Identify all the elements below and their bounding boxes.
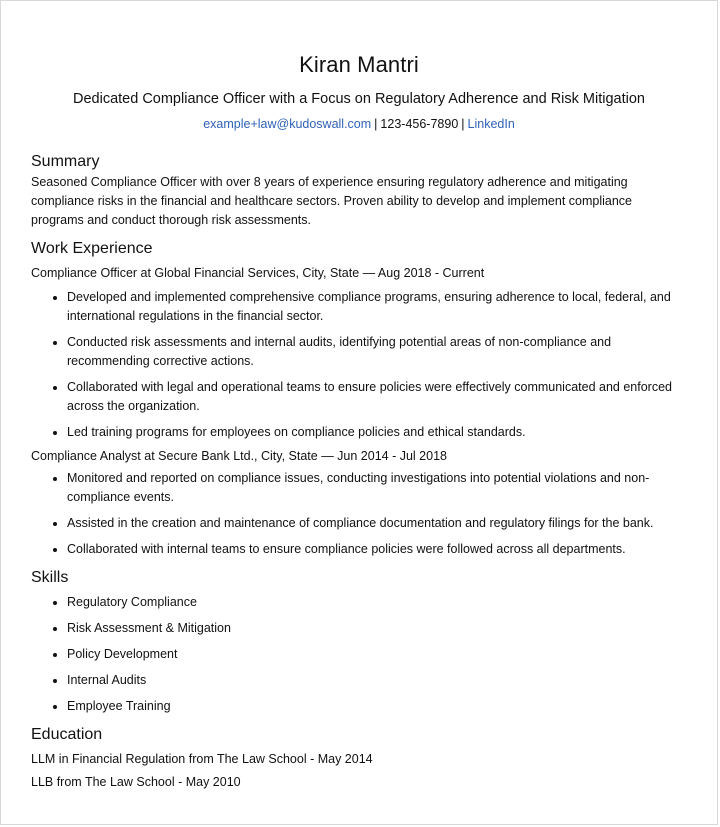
skill-item: • Risk Assessment & Mitigation xyxy=(67,619,687,638)
skill-item: • Employee Training xyxy=(67,697,687,716)
job-bullet-list xyxy=(31,288,687,442)
job-bullet-list xyxy=(31,469,687,559)
linkedin-link[interactable]: LinkedIn xyxy=(467,117,515,131)
skills-heading: Skills xyxy=(31,569,69,586)
work-experience-heading: Work Experience xyxy=(31,240,153,257)
candidate-tagline: Dedicated Compliance Officer with a Focus on Regulatory Adherence and Risk Mitigation xyxy=(73,91,645,107)
job-bullet: • Conducted risk assessments and internal audits, identifying potential areas of non-compliance and recommending corrective actions. xyxy=(67,333,687,371)
job-bullet: • Developed and implemented comprehensive compliance programs, ensuring adherence to local, federal, and international regulations in the financial sector. xyxy=(67,288,687,326)
education-section xyxy=(31,725,687,791)
skill-item: • Policy Development xyxy=(67,645,687,664)
summary-section xyxy=(31,152,687,230)
education-item: LLM in Financial Regulation from The Law School - May 2014 xyxy=(31,752,373,766)
contact-separator: | xyxy=(461,117,465,131)
skills-list xyxy=(31,593,687,716)
summary-heading: Summary xyxy=(31,153,100,170)
skills-section xyxy=(31,568,687,716)
work-experience-section xyxy=(31,239,687,559)
job-bullet: • Collaborated with internal teams to ensure compliance policies were followed across all departments. xyxy=(67,540,687,559)
education-item: LLB from The Law School - May 2010 xyxy=(31,775,241,789)
job-bullet: • Assisted in the creation and maintenance of compliance documentation and regulatory filings for the bank. xyxy=(67,514,687,533)
email-link[interactable]: example+law@kudoswall.com xyxy=(203,117,372,131)
skill-item: • Internal Audits xyxy=(67,671,687,690)
phone-number: 123-456-7890 xyxy=(380,117,459,131)
education-heading: Education xyxy=(31,726,103,743)
contact-separator: | xyxy=(374,117,378,131)
contact-line xyxy=(31,116,687,132)
summary-text: Seasoned Compliance Officer with over 8 years of experience ensuring regulatory adherence and mitigating compliance risks in the financial and healthcare sectors. Proven ability to develop and implement compliance programs and conduct thorough risk assessments. xyxy=(31,175,633,227)
skill-item: • Regulatory Compliance xyxy=(67,593,687,612)
job-title: Compliance Analyst at Secure Bank Ltd., City, State — Jun 2014 - Jul 2018 xyxy=(31,449,447,463)
job-bullet: • Monitored and reported on compliance issues, conducting investigations into potential violations and non-compliance events. xyxy=(67,469,687,507)
job-bullet: • Collaborated with legal and operational teams to ensure policies were effectively communicated and enforced across the organization. xyxy=(67,378,687,416)
job-title: Compliance Officer at Global Financial Services, City, State — Aug 2018 - Current xyxy=(31,266,485,280)
candidate-name: Kiran Mantri xyxy=(299,52,419,77)
job-bullet: • Led training programs for employees on compliance policies and ethical standards. xyxy=(67,423,687,442)
